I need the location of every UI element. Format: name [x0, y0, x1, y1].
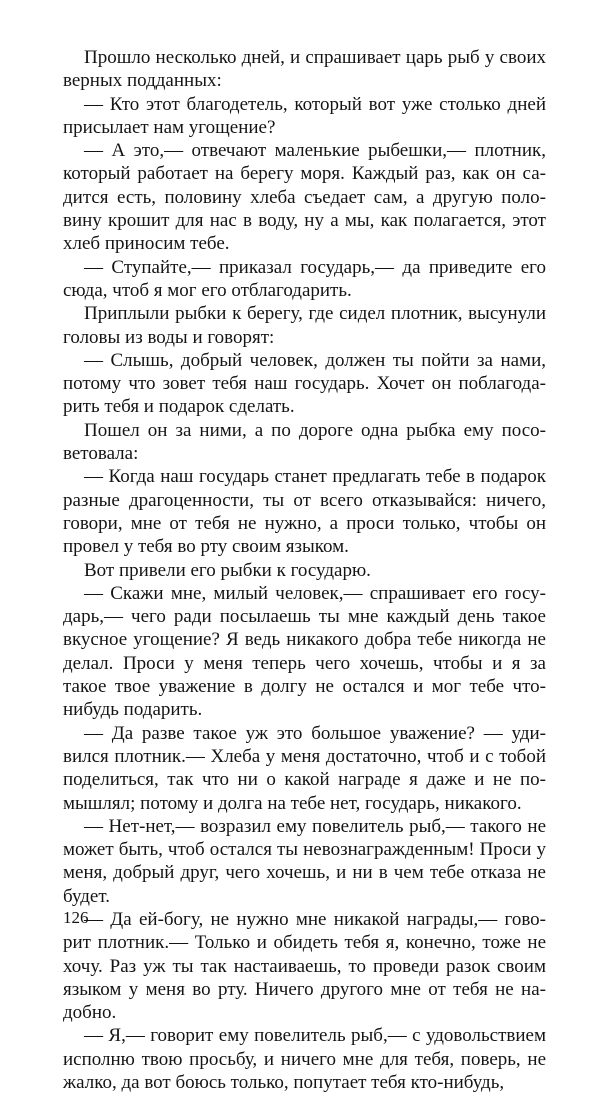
paragraph: Прошло несколько дней, и спрашивает царь рыб у своих верных подданных: — [63, 47, 546, 92]
paragraph: — Слышь, добрый человек, должен ты пойти за нами, потому что зовет тебя наш государь. Хочет он поблагодарить тебя и подарок сделать. — [63, 349, 546, 418]
paragraph: — Скажи мне, милый человек,— спрашивает его государь,— чего ради посылаешь ты мне каждый день такое вкусное угощение? Я ведь никакого добра тебе никогда не делал. Проси у меня теперь чего хочешь, чтобы и я за такое твое уважение в долгу не остался и мог тебе чтонибудь подарить. — [63, 582, 546, 721]
page-body — [63, 46, 546, 1094]
paragraph: Вот привели его рыбки к государю. — [84, 559, 371, 581]
paragraph: — Нет-нет,— возразил ему повелитель рыб,— такого не может быть, чтоб остался ты невознагражденным! Проси у меня, добрый друг, чего хочешь, и ни в чем тебе отказа не будет. — [63, 815, 546, 907]
paragraph: Приплыли рыбки к берегу, где сидел плотник, высунули головы из воды и говорят: — [63, 303, 546, 348]
paragraph: — Да разве такое уж это большое уважение? — удивился плотник.— Хлеба у меня достаточно, чтоб и с тобой поделиться, так что ни о какой награде я даже и не помышлял; потому и долга на тебе нет, государь, никакого. — [63, 722, 546, 814]
paragraph: — Да ей-богу, не нужно мне никакой награды,— говорит плотник.— Только и обидеть тебя я, конечно, тоже не хочу. Раз уж ты так настаиваешь, то проведи разок своим языком у меня во рту. Ничего другого мне от тебя не надобно. — [63, 908, 546, 1024]
paragraph: — Когда наш государь станет предлагать тебе в подарок разные драгоценности, ты от всего отказывайся: ничего, говори, мне от тебя не нужно, а проси только, чтобы он провел у тебя во рту своим языком. — [63, 466, 546, 558]
paragraph: — Я,— говорит ему повелитель рыб,— с удовольствием исполню твою просьбу, и ничего мне для тебя, поверь, не жалко, да вот боюсь только, попутает тебя кто-нибудь, — [63, 1025, 546, 1094]
paragraph: — Ступайте,— приказал государь,— да приведите его сюда, чтоб я мог его отблагодарить. — [63, 256, 546, 301]
paragraph: Пошел он за ними, а по дороге одна рыбка ему посоветовала: — [63, 419, 546, 465]
paragraph: — Кто этот благодетель, который вот уже столько дней присылает нам угощение? — [63, 93, 546, 138]
page-number: 126 — [63, 908, 89, 927]
paragraph: — А это,— отвечают маленькие рыбешки,— плотник, который работает на берегу моря. Каждый раз, как он садится есть, половину хлеба съедает сам, а другую половину крошит для нас в воду, ну а мы, как полагается, этот хлеб приносим тебе. — [63, 140, 546, 255]
